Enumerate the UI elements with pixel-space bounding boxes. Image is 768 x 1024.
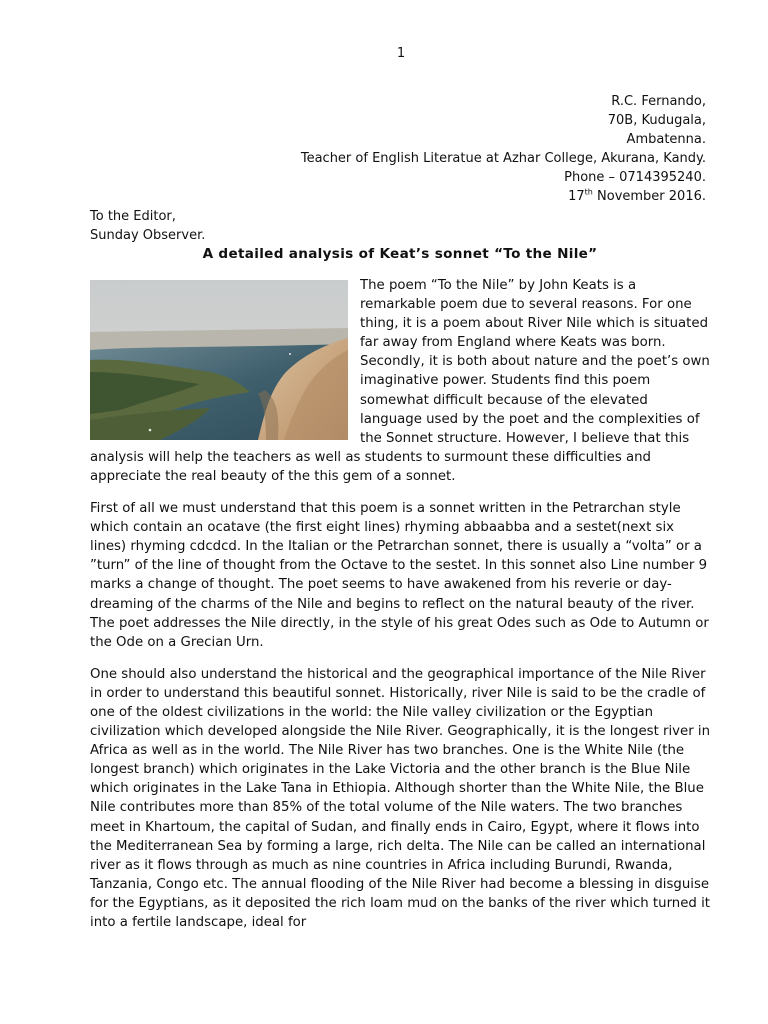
sender-name: R.C. Fernando, bbox=[611, 94, 706, 109]
recipient-line1: To the Editor, bbox=[90, 209, 176, 224]
paragraph-1: The poem “To the Nile” by John Keats is a remarkable poem due to several reasons. For one thing, it is a poem about River Nile which is situated far away from England where Keats was born. Secondly, it is both about nature and the poet’s own imaginative power. Students find this poem somewhat difficult because of the elevated language used by the poet and the complexities of the Sonnet structure. However, I believe that this analysis will help the teachers as well as students to surmount these difficulties and appreciate the real beauty of the this gem of a sonnet. bbox=[90, 278, 710, 484]
date-suffix: th bbox=[584, 187, 593, 197]
date-day: 17 bbox=[568, 189, 585, 204]
sender-address-block bbox=[301, 92, 706, 206]
sender-phone: Phone – 0714395240. bbox=[564, 170, 706, 185]
paragraph-3: One should also understand the historical and the geographical importance of the Nile River in order to understand this beautiful sonnet. Historically, river Nile is said to be the cradle of one of the oldest civilizations in the world: the Nile valley civilization or the Egyptian civilization which developed alongside the Nile River. Geographically, it is the longest river in Africa as well as in the world. The Nile River has two branches. One is the White Nile (the longest branch) which originates in the Lake Victoria and the other branch is the Blue Nile which originates in the Lake Tana in Ethiopia. Although shorter than the White Nile, the Blue Nile contributes more than 85% of the total volume of the Nile waters. The two branches meet in Khartoum, the capital of Sudan, and finally ends in Cairo, Egypt, where it flows into the Mediterranean Sea by forming a large, rich delta. The Nile can be called an international river as it flows through as much as nine countries in Africa including Burundi, Rwanda, Tanzania, Congo etc. The annual flooding of the Nile River had become a blessing in disguise for the Egyptians, as it deposited the rich loam mud on the banks of the river which turned it into a fertile landscape, ideal for bbox=[90, 666, 711, 930]
recipient-block bbox=[90, 207, 205, 245]
paragraph-2: First of all we must understand that this poem is a sonnet written in the Petrarchan style which contain an ocatave (the first eight lines) rhyming abbaabba and a sestet(next six lines) rhyming cdcdcd. In the Italian or the Petrarchan sonnet, there is usually a “volta” or a ”turn” of the line of thought from the Octave to the sestet. In this sonnet also Line number 9 marks a change of thought. The poet seems to have awakened from his reverie or day-dreaming of the charms of the Nile and begins to reflect on the natural beauty of the river. The poet addresses the Nile directly, in the style of his great Odes such as Ode to Autumn or the Ode on a Grecian Urn. bbox=[90, 501, 709, 650]
sender-position: Teacher of English Literatue at Azhar College, Akurana, Kandy. bbox=[300, 151, 706, 166]
nile-river-photo bbox=[90, 280, 348, 440]
recipient-line2: Sunday Observer. bbox=[90, 228, 206, 243]
letter-date bbox=[301, 187, 706, 206]
article-body bbox=[90, 276, 712, 945]
date-rest: November 2016. bbox=[592, 189, 706, 204]
sender-address-line1: 70B, Kudugala, bbox=[607, 113, 706, 128]
page-number: 1 bbox=[396, 46, 406, 61]
sender-address-line2: Ambatenna. bbox=[626, 132, 706, 147]
article-title: A detailed analysis of Keat’s sonnet “To the Nile” bbox=[202, 246, 598, 262]
